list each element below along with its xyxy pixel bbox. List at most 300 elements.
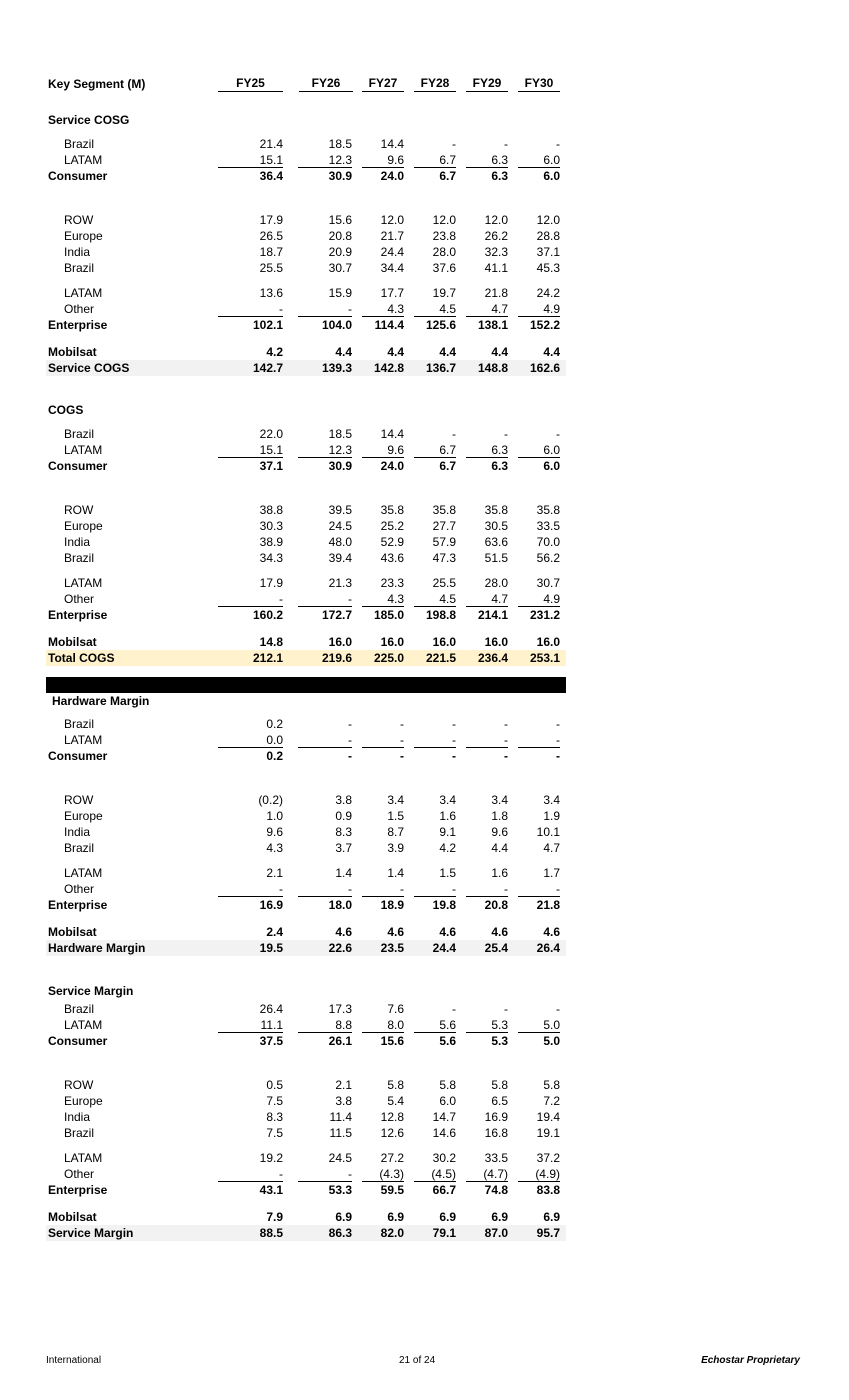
value-cell: 18.5 xyxy=(328,137,352,151)
value-cell: - xyxy=(466,732,508,748)
value-cell: 14.4 xyxy=(380,137,404,151)
value-cell: 148.8 xyxy=(477,361,508,375)
table-row xyxy=(46,865,566,881)
value-cell: 22.0 xyxy=(259,427,283,441)
table-row xyxy=(46,1017,566,1033)
value-cell: 4.2 xyxy=(439,841,456,855)
value-cell: - xyxy=(218,301,283,317)
value-cell: 2.1 xyxy=(335,1078,352,1092)
value-cell: 33.5 xyxy=(484,1151,508,1165)
value-cell: 6.0 xyxy=(543,459,560,473)
row-label: LATAM xyxy=(64,866,103,880)
value-cell: 212.1 xyxy=(252,651,283,665)
value-cell: 8.7 xyxy=(387,825,404,839)
value-cell: 39.5 xyxy=(328,503,352,517)
value-cell: - xyxy=(556,749,560,763)
row-label: ROW xyxy=(64,213,94,227)
row-label: Mobilsat xyxy=(48,635,97,649)
value-cell: 7.5 xyxy=(266,1126,283,1140)
value-cell: 236.4 xyxy=(477,651,508,665)
value-cell: 9.6 xyxy=(491,825,508,839)
row-label: Enterprise xyxy=(48,1183,108,1197)
table-row xyxy=(46,260,566,276)
value-cell: 4.5 xyxy=(414,591,456,607)
value-cell: 35.8 xyxy=(380,503,404,517)
value-cell: 17.9 xyxy=(259,576,283,590)
value-cell: 23.5 xyxy=(380,941,404,955)
value-cell: 142.7 xyxy=(252,361,283,375)
value-cell: 11.4 xyxy=(329,1110,352,1124)
value-cell: (4.5) xyxy=(414,1166,456,1182)
value-cell: 83.8 xyxy=(536,1183,560,1197)
row-label: Brazil xyxy=(64,427,95,441)
value-cell: 9.6 xyxy=(362,152,404,168)
value-cell: 1.6 xyxy=(439,809,456,823)
row-label: Consumer xyxy=(48,1034,108,1048)
value-cell: - xyxy=(452,749,456,763)
value-cell: 5.3 xyxy=(466,1017,508,1033)
table-row xyxy=(46,1109,566,1125)
table-row xyxy=(46,575,566,591)
row-label: LATAM xyxy=(64,153,103,167)
value-cell: 24.2 xyxy=(536,286,560,300)
value-cell: 37.5 xyxy=(259,1034,283,1048)
year-header-fy25: FY25 xyxy=(218,76,283,92)
value-cell: 152.2 xyxy=(529,318,560,332)
footer-proprietary: Echostar Proprietary xyxy=(701,1355,800,1366)
value-cell: 18.5 xyxy=(328,427,352,441)
table-row xyxy=(46,550,566,566)
table-row xyxy=(46,152,566,168)
value-cell: 0.2 xyxy=(266,717,283,731)
table-row xyxy=(46,792,566,808)
value-cell: 4.6 xyxy=(543,925,560,939)
value-cell: 19.2 xyxy=(259,1151,283,1165)
row-label: ROW xyxy=(64,503,94,517)
value-cell: - xyxy=(400,717,404,731)
value-cell: - xyxy=(218,1166,283,1182)
table-row xyxy=(46,748,566,764)
value-cell: 26.4 xyxy=(536,941,560,955)
value-cell: 0.5 xyxy=(266,1078,283,1092)
table-row xyxy=(46,285,566,301)
value-cell: 114.4 xyxy=(374,318,404,332)
value-cell: 11.1 xyxy=(218,1017,283,1033)
row-label: Consumer xyxy=(48,749,108,763)
value-cell: 138.1 xyxy=(477,318,508,332)
value-cell: (4.7) xyxy=(466,1166,508,1182)
table-row xyxy=(46,881,566,897)
value-cell: 6.9 xyxy=(335,1210,352,1224)
row-label: Other xyxy=(64,882,95,896)
table-row xyxy=(46,591,566,607)
value-cell: 34.4 xyxy=(380,261,404,275)
value-cell: 4.4 xyxy=(387,345,404,359)
value-cell: 5.8 xyxy=(439,1078,456,1092)
value-cell: 139.3 xyxy=(321,361,352,375)
value-cell: 25.5 xyxy=(432,576,456,590)
value-cell: 5.8 xyxy=(543,1078,560,1092)
value-cell: - xyxy=(362,732,404,748)
value-cell: 142.8 xyxy=(373,361,404,375)
value-cell: - xyxy=(556,1002,560,1016)
table-row xyxy=(46,940,566,956)
value-cell: 2.4 xyxy=(266,925,283,939)
value-cell: 8.3 xyxy=(335,825,352,839)
table-row xyxy=(46,244,566,260)
table-row xyxy=(46,897,566,913)
table-row xyxy=(46,344,566,360)
value-cell: - xyxy=(218,591,283,607)
value-cell: 19.4 xyxy=(536,1110,560,1124)
value-cell: - xyxy=(556,137,560,151)
value-cell: 12.0 xyxy=(432,213,456,227)
value-cell: (0.2) xyxy=(258,793,283,807)
value-cell: 253.1 xyxy=(529,651,560,665)
value-cell: 20.8 xyxy=(484,898,508,912)
value-cell: 6.3 xyxy=(466,442,508,458)
value-cell: 4.3 xyxy=(362,301,404,317)
value-cell: 8.3 xyxy=(266,1110,283,1124)
row-label: ROW xyxy=(64,1078,94,1092)
value-cell: 12.8 xyxy=(380,1110,404,1124)
value-cell: 5.0 xyxy=(518,1017,560,1033)
value-cell: 56.2 xyxy=(536,551,560,565)
value-cell: 37.2 xyxy=(536,1151,560,1165)
value-cell: 12.0 xyxy=(380,213,404,227)
value-cell: 28.8 xyxy=(536,229,560,243)
value-cell: 36.4 xyxy=(259,169,283,183)
value-cell: 4.9 xyxy=(518,301,560,317)
row-label: Europe xyxy=(64,1094,103,1108)
value-cell: 5.3 xyxy=(491,1034,508,1048)
value-cell: 33.5 xyxy=(536,519,560,533)
row-label: Mobilsat xyxy=(48,345,97,359)
value-cell: 219.6 xyxy=(321,651,352,665)
value-cell: 104.0 xyxy=(321,318,352,332)
value-cell: 28.0 xyxy=(484,576,508,590)
section-title: Service Margin xyxy=(48,984,134,998)
value-cell: 4.2 xyxy=(266,345,283,359)
value-cell: 8.8 xyxy=(298,1017,352,1033)
value-cell: 7.9 xyxy=(266,1210,283,1224)
value-cell: 231.2 xyxy=(529,608,560,622)
value-cell: 43.6 xyxy=(380,551,404,565)
value-cell: 43.1 xyxy=(259,1183,283,1197)
value-cell: 30.7 xyxy=(328,261,352,275)
value-cell: 47.3 xyxy=(432,551,456,565)
value-cell: 24.5 xyxy=(328,519,352,533)
value-cell: 3.4 xyxy=(439,793,456,807)
table-row xyxy=(46,634,566,650)
value-cell: 4.4 xyxy=(439,345,456,359)
row-label: Enterprise xyxy=(48,608,108,622)
value-cell: 4.4 xyxy=(543,345,560,359)
value-cell: - xyxy=(466,881,508,897)
value-cell: 20.8 xyxy=(328,229,352,243)
row-label: LATAM xyxy=(64,576,103,590)
page-number: 21 of 24 xyxy=(399,1355,436,1366)
row-label: LATAM xyxy=(64,443,103,457)
value-cell: 1.9 xyxy=(543,809,560,823)
value-cell: 4.4 xyxy=(335,345,352,359)
value-cell: 4.5 xyxy=(414,301,456,317)
table-row xyxy=(46,212,566,228)
value-cell: 6.0 xyxy=(439,1094,456,1108)
table-row xyxy=(46,1225,566,1241)
table-row xyxy=(46,136,566,152)
value-cell: 214.1 xyxy=(477,608,508,622)
value-cell: 5.6 xyxy=(439,1034,456,1048)
value-cell: 21.8 xyxy=(536,898,560,912)
table-row xyxy=(46,168,566,184)
value-cell: 13.6 xyxy=(259,286,283,300)
value-cell: 26.4 xyxy=(259,1002,283,1016)
value-cell: 17.9 xyxy=(259,213,283,227)
value-cell: (4.3) xyxy=(362,1166,404,1182)
value-cell: 12.3 xyxy=(298,442,352,458)
table-row xyxy=(46,840,566,856)
row-label: India xyxy=(64,1110,91,1124)
table-row xyxy=(46,1182,566,1198)
row-label: Enterprise xyxy=(48,898,108,912)
value-cell: 27.7 xyxy=(432,519,456,533)
value-cell: 1.0 xyxy=(266,809,283,823)
value-cell: 24.4 xyxy=(380,245,404,259)
value-cell: 53.3 xyxy=(328,1183,352,1197)
value-cell: 86.3 xyxy=(328,1226,352,1240)
value-cell: 3.8 xyxy=(335,793,352,807)
row-label: LATAM xyxy=(64,1018,103,1032)
value-cell: 57.9 xyxy=(432,535,456,549)
value-cell: 6.0 xyxy=(518,442,560,458)
value-cell: 27.2 xyxy=(380,1151,404,1165)
value-cell: 25.2 xyxy=(380,519,404,533)
value-cell: 1.6 xyxy=(491,866,508,880)
value-cell: 24.0 xyxy=(380,169,404,183)
value-cell: 8.0 xyxy=(362,1017,404,1033)
table-title: Key Segment (M) xyxy=(48,77,146,91)
table-row xyxy=(46,426,566,442)
value-cell: - xyxy=(298,591,352,607)
table-row xyxy=(46,607,566,623)
value-cell: 6.7 xyxy=(439,459,456,473)
value-cell: 5.6 xyxy=(414,1017,456,1033)
value-cell: 19.1 xyxy=(536,1126,560,1140)
row-label: Brazil xyxy=(64,261,95,275)
value-cell: 7.5 xyxy=(266,1094,283,1108)
table-row xyxy=(46,518,566,534)
value-cell: 2.1 xyxy=(266,866,283,880)
table-row xyxy=(46,732,566,748)
table-row xyxy=(46,1077,566,1093)
row-label: Mobilsat xyxy=(48,1210,97,1224)
value-cell: 52.9 xyxy=(380,535,404,549)
value-cell: 7.6 xyxy=(387,1002,404,1016)
value-cell: 15.1 xyxy=(218,152,283,168)
value-cell: 15.6 xyxy=(328,213,352,227)
value-cell: 6.9 xyxy=(439,1210,456,1224)
value-cell: 12.0 xyxy=(484,213,508,227)
value-cell: - xyxy=(452,1002,456,1016)
value-cell: 198.8 xyxy=(425,608,456,622)
table-row xyxy=(46,442,566,458)
value-cell: 14.8 xyxy=(259,635,283,649)
row-label: Brazil xyxy=(64,717,95,731)
value-cell: 41.1 xyxy=(484,261,508,275)
value-cell: 16.9 xyxy=(259,898,283,912)
year-header-fy30: FY30 xyxy=(518,76,560,92)
value-cell: - xyxy=(452,137,456,151)
year-header-fy26: FY26 xyxy=(299,76,353,92)
value-cell: 21.7 xyxy=(380,229,404,243)
value-cell: 30.9 xyxy=(328,459,352,473)
value-cell: 6.9 xyxy=(543,1210,560,1224)
row-label: LATAM xyxy=(64,286,103,300)
value-cell: 20.9 xyxy=(328,245,352,259)
value-cell: - xyxy=(348,717,352,731)
value-cell: 102.1 xyxy=(252,318,283,332)
value-cell: 19.8 xyxy=(432,898,456,912)
value-cell: 4.7 xyxy=(466,301,508,317)
table-row xyxy=(46,458,566,474)
value-cell: 6.7 xyxy=(414,152,456,168)
table-row xyxy=(46,1093,566,1109)
row-label: Total COGS xyxy=(48,651,115,665)
value-cell: 17.3 xyxy=(328,1002,352,1016)
value-cell: 21.4 xyxy=(259,137,283,151)
row-label: Brazil xyxy=(64,551,95,565)
value-cell: 23.8 xyxy=(432,229,456,243)
value-cell: - xyxy=(298,732,352,748)
table-row xyxy=(46,502,566,518)
row-label: Enterprise xyxy=(48,318,108,332)
row-label: Other xyxy=(64,302,95,316)
row-label: Consumer xyxy=(48,459,108,473)
section-title: Service COSG xyxy=(48,113,130,127)
value-cell: 4.6 xyxy=(335,925,352,939)
row-label: Other xyxy=(64,1167,95,1181)
value-cell: 4.6 xyxy=(491,925,508,939)
value-cell: 16.0 xyxy=(328,635,352,649)
value-cell: 4.6 xyxy=(387,925,404,939)
value-cell: 4.6 xyxy=(439,925,456,939)
value-cell: 88.5 xyxy=(259,1226,283,1240)
value-cell: 12.6 xyxy=(380,1126,404,1140)
value-cell: 12.3 xyxy=(298,152,352,168)
value-cell: 12.0 xyxy=(536,213,560,227)
value-cell: 4.7 xyxy=(543,841,560,855)
value-cell: 18.7 xyxy=(259,245,283,259)
value-cell: 24.0 xyxy=(380,459,404,473)
value-cell: - xyxy=(504,749,508,763)
value-cell: 16.0 xyxy=(536,635,560,649)
value-cell: 1.5 xyxy=(387,809,404,823)
value-cell: 16.0 xyxy=(380,635,404,649)
section-divider-bar xyxy=(46,677,566,693)
value-cell: 32.3 xyxy=(484,245,508,259)
value-cell: 221.5 xyxy=(425,651,456,665)
table-row xyxy=(46,1209,566,1225)
value-cell: 10.1 xyxy=(536,825,560,839)
value-cell: 3.4 xyxy=(387,793,404,807)
value-cell: - xyxy=(452,427,456,441)
value-cell: 185.0 xyxy=(373,608,404,622)
value-cell: 3.4 xyxy=(543,793,560,807)
value-cell: 6.5 xyxy=(491,1094,508,1108)
value-cell: - xyxy=(504,137,508,151)
value-cell: 70.0 xyxy=(536,535,560,549)
row-label: ROW xyxy=(64,793,94,807)
value-cell: 16.0 xyxy=(432,635,456,649)
value-cell: 35.8 xyxy=(432,503,456,517)
value-cell: 24.5 xyxy=(328,1151,352,1165)
row-label: Consumer xyxy=(48,169,108,183)
value-cell: 17.7 xyxy=(380,286,404,300)
value-cell: 15.6 xyxy=(380,1034,404,1048)
value-cell: 3.7 xyxy=(335,841,352,855)
value-cell: 34.3 xyxy=(259,551,283,565)
row-label: Europe xyxy=(64,519,103,533)
table-row xyxy=(46,1125,566,1141)
row-label: Brazil xyxy=(64,1002,95,1016)
value-cell: - xyxy=(218,881,283,897)
value-cell: - xyxy=(518,881,560,897)
value-cell: 26.5 xyxy=(259,229,283,243)
value-cell: 162.6 xyxy=(529,361,560,375)
value-cell: 35.8 xyxy=(484,503,508,517)
table-row xyxy=(46,1166,566,1182)
value-cell: 3.8 xyxy=(335,1094,352,1108)
value-cell: 37.6 xyxy=(432,261,456,275)
value-cell: (4.9) xyxy=(518,1166,560,1182)
value-cell: 5.8 xyxy=(387,1078,404,1092)
value-cell: 5.0 xyxy=(543,1034,560,1048)
value-cell: 30.9 xyxy=(328,169,352,183)
value-cell: 4.9 xyxy=(518,591,560,607)
value-cell: 82.0 xyxy=(380,1226,404,1240)
value-cell: 18.9 xyxy=(380,898,404,912)
value-cell: 4.7 xyxy=(466,591,508,607)
value-cell: 1.7 xyxy=(543,866,560,880)
table-row xyxy=(46,824,566,840)
value-cell: 38.8 xyxy=(259,503,283,517)
value-cell: 37.1 xyxy=(536,245,560,259)
value-cell: 16.9 xyxy=(484,1110,508,1124)
value-cell: 28.0 xyxy=(432,245,456,259)
value-cell: 9.6 xyxy=(266,825,283,839)
year-header-fy27: FY27 xyxy=(362,76,404,92)
value-cell: 6.9 xyxy=(387,1210,404,1224)
value-cell: - xyxy=(298,301,352,317)
value-cell: - xyxy=(556,717,560,731)
value-cell: 136.7 xyxy=(425,361,456,375)
value-cell: 30.7 xyxy=(536,576,560,590)
value-cell: 4.4 xyxy=(491,345,508,359)
row-label: Brazil xyxy=(64,137,95,151)
row-label: India xyxy=(64,245,91,259)
value-cell: 6.3 xyxy=(466,152,508,168)
table-row xyxy=(46,716,566,732)
table-row xyxy=(46,924,566,940)
value-cell: 6.0 xyxy=(518,152,560,168)
value-cell: 6.0 xyxy=(543,169,560,183)
value-cell: - xyxy=(518,732,560,748)
table-row xyxy=(46,808,566,824)
value-cell: - xyxy=(414,732,456,748)
value-cell: 95.7 xyxy=(536,1226,560,1240)
value-cell: 172.7 xyxy=(321,608,352,622)
